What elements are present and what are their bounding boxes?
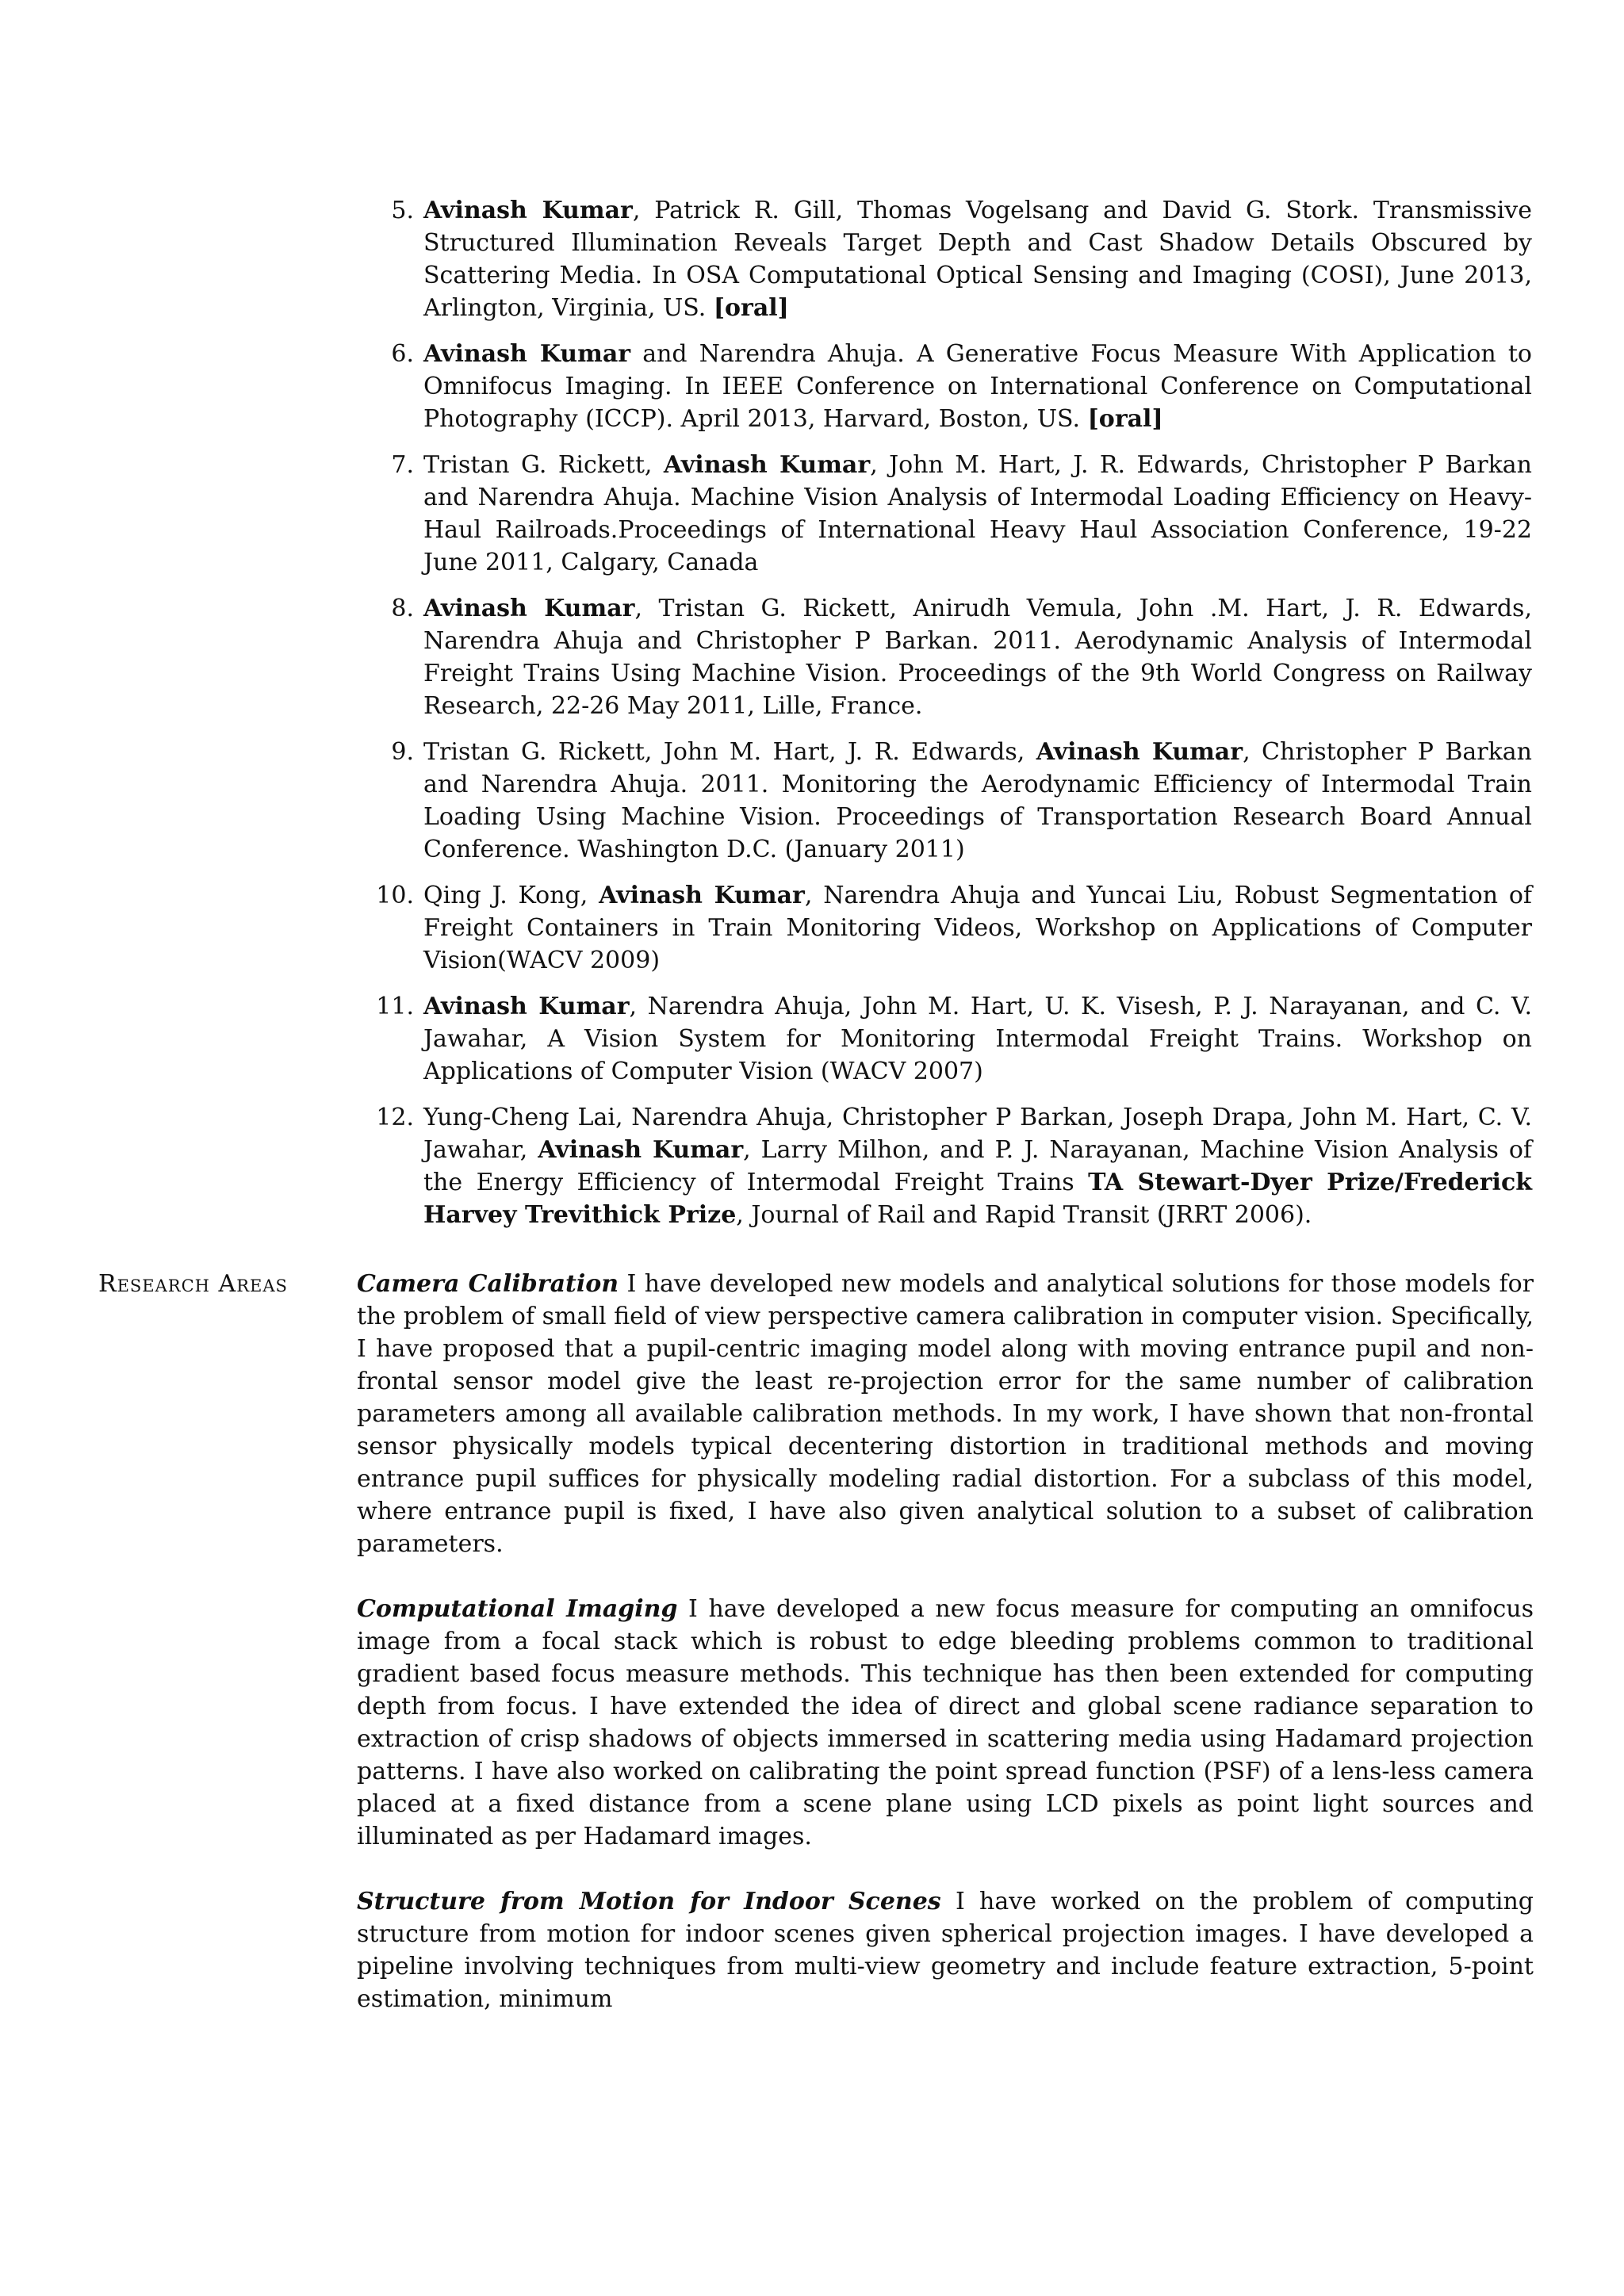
citation-text: and Narendra Ahuja. A Generative Focus Measure With Application to Omnifocus Imaging. In IEEE Conference on International Conference on Computational Photography (ICCP). April 2013, Harvard, Boston, US. bbox=[423, 340, 1532, 433]
research-area bbox=[357, 1268, 1534, 1560]
citation-text: , Tristan G. Rickett, Anirudh Vemula, John .M. Hart, J. R. Edwards, Narendra Ahuja and Christopher P Barkan. 2011. Aerodynamic Analysis of Intermodal Freight Trains Using Machine Vision. Proceedings of the 9th World Congress on Railway Research, 22-26 May 2011, Lille, France. bbox=[423, 595, 1532, 720]
publication-number: 7. bbox=[391, 451, 414, 479]
author-name: Avinash Kumar bbox=[423, 595, 635, 622]
publication-item bbox=[373, 592, 1532, 722]
publication-item bbox=[373, 879, 1532, 977]
author-name: Avinash Kumar bbox=[423, 993, 630, 1020]
citation-text: , John M. Hart, J. R. Edwards, Christopher P Barkan and Narendra Ahuja. Machine Vision Analysis of Intermodal Loading Efficiency on Heavy-Haul Railroads.Proceedings of International Heavy Haul Association Conference, 19-22 June 2011, Calgary, Canada bbox=[423, 451, 1533, 576]
author-name: Avinash Kumar bbox=[423, 197, 633, 224]
publication-item bbox=[373, 194, 1532, 324]
research-area-body: I have worked on the problem of computing structure from motion for indoor scenes given spherical projection images. I have developed a pipeline involving techniques from multi-view geometry and include feature extraction, 5-point estimation, minimum bbox=[357, 1888, 1534, 2013]
publication-item bbox=[373, 1101, 1532, 1231]
citation-text: , Larry Milhon, and P. J. Narayanan, Machine Vision Analysis of the Energy Efficiency of Intermodal Freight Trains bbox=[423, 1136, 1532, 1196]
research-area bbox=[357, 1885, 1534, 2015]
coauthors-text: Yung-Cheng Lai, Narendra Ahuja, Christopher P Barkan, Joseph Drapa, John M. Hart, C. V. Jawahar, bbox=[423, 1104, 1532, 1164]
publication-number: 12. bbox=[376, 1104, 414, 1131]
coauthors-text: Tristan G. Rickett, bbox=[423, 451, 664, 479]
research-area-title: Camera Calibration bbox=[357, 1270, 619, 1298]
publication-number: 9. bbox=[391, 738, 414, 766]
research-area-body: I have developed new models and analytical solutions for those models for the problem of small field of view perspective camera calibration in computer vision. Specifically, I have proposed that a pupil-centric imaging model along with moving entrance pupil and non-frontal sensor model give the least re-projection error for the same number of calibration parameters among all available calibration methods. In my work, I have shown that non-frontal sensor physically models typical decentering distortion in traditional methods and moving entrance pupil suffices for physically modeling radial distortion. For a subclass of this model, where entrance pupil is fixed, I have also given analytical solution to a subset of calibration parameters. bbox=[357, 1270, 1534, 1558]
citation-text: , Christopher P Barkan and Narendra Ahuja. 2011. Monitoring the Aerodynamic Efficiency of Intermodal Train Loading Using Machine Vision. Proceedings of Transportation Research Board Annual Conference. Washington D.C. (January 2011) bbox=[423, 738, 1532, 863]
publication-text bbox=[423, 197, 1532, 322]
oral-tag: [oral] bbox=[713, 294, 789, 322]
journal-text: , Journal of Rail and Rapid Transit (JRRT 2006). bbox=[736, 1201, 1312, 1229]
author-name: Avinash Kumar bbox=[1036, 738, 1243, 766]
citation-text: , Narendra Ahuja, John M. Hart, U. K. Visesh, P. J. Narayanan, and C. V. Jawahar, A Vision System for Monitoring Intermodal Freight Trains. Workshop on Applications of Computer Vision (WACV 2007) bbox=[423, 993, 1532, 1085]
research-area-body: I have developed a new focus measure for computing an omnifocus image from a focal stack which is robust to edge bleeding problems common to traditional gradient based focus measure methods. This technique has then been extended for computing depth from focus. I have extended the idea of direct and global scene radiance separation to extraction of crisp shadows of objects immersed in scattering media using Hadamard projection patterns. I have also worked on calibrating the point spread function (PSF) of a lens-less camera placed at a fixed distance from a scene plane using LCD pixels as point light sources and illuminated as per Hadamard images. bbox=[357, 1595, 1534, 1850]
author-name: Avinash Kumar bbox=[663, 451, 871, 479]
author-name: Avinash Kumar bbox=[538, 1136, 744, 1164]
coauthors-text: Tristan G. Rickett, John M. Hart, J. R. Edwards, bbox=[423, 738, 1036, 766]
publication-text bbox=[423, 595, 1532, 720]
research-area bbox=[357, 1593, 1534, 1853]
citation-text: , Narendra Ahuja and Yuncai Liu, Robust Segmentation of Freight Containers in Train Monitoring Videos, Workshop on Applications of Computer Vision(WACV 2009) bbox=[423, 882, 1532, 974]
publication-number: 11. bbox=[376, 993, 414, 1020]
publication-number: 10. bbox=[376, 882, 414, 909]
publication-text bbox=[423, 993, 1532, 1085]
publication-number: 5. bbox=[391, 197, 414, 224]
research-area-title: Structure from Motion for Indoor Scenes bbox=[357, 1888, 941, 1915]
research-areas bbox=[357, 1268, 1534, 2048]
author-name: Avinash Kumar bbox=[423, 340, 631, 368]
research-area-title: Computational Imaging bbox=[357, 1595, 678, 1623]
oral-tag: [oral] bbox=[1087, 405, 1163, 433]
publication-item bbox=[373, 449, 1532, 579]
publication-number: 6. bbox=[391, 340, 414, 368]
section-label-research-areas: Research Areas bbox=[98, 1270, 288, 1298]
prize-name: TA Stewart-Dyer Prize/Frederick Harvey Trevithick Prize bbox=[423, 1169, 1532, 1229]
citation-text: , Patrick R. Gill, Thomas Vogelsang and David G. Stork. Transmissive Structured Illumination Reveals Target Depth and Cast Shadow Details Obscured by Scattering Media. In OSA Computational Optical Sensing and Imaging (COSI), June 2013, Arlington, Virginia, US. bbox=[423, 197, 1533, 322]
publication-text bbox=[423, 340, 1532, 433]
publication-text bbox=[423, 451, 1532, 576]
publication-item bbox=[373, 990, 1532, 1088]
coauthors-text: Qing J. Kong, bbox=[423, 882, 599, 909]
publication-text bbox=[423, 738, 1532, 863]
publication-text bbox=[423, 882, 1532, 974]
author-name: Avinash Kumar bbox=[599, 882, 805, 909]
publication-number: 8. bbox=[391, 595, 414, 622]
publication-text bbox=[423, 1104, 1532, 1229]
publication-item bbox=[373, 736, 1532, 866]
publication-item bbox=[373, 338, 1532, 435]
publication-list bbox=[373, 194, 1532, 1245]
